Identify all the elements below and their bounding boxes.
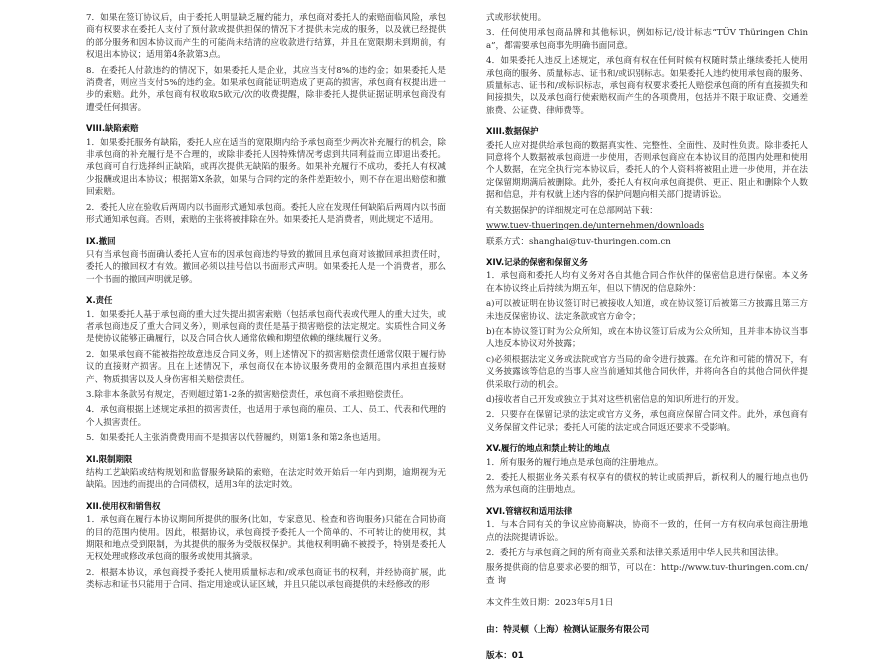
section-10-item-2: 2．如果承包商不能被指控故意违反合同义务，则上述情况下的损害赔偿责任通常仅限于履行协议的直接财产损害。且在上述情况下，承包商仅在本协议服务费用的金额范围内承担直接财产、物质损害以及人身伤害相关赔偿责任。 [86,349,446,385]
section-12-item-2: 2．根据本协议，承包商授予委托人使用质量标志和/或承包商证书的权利，并经协商扩展，此类标志和证书只能用于合同、指定用途或认证区域，并且只能以承包商提供的未经修改的形 [86,567,446,591]
version: 版本：01 [486,651,524,662]
section-12-heading: XII.使用权和销售权 [86,500,161,511]
section-15-heading: XV.履行的地点和禁止转让的地点 [486,443,610,454]
data-protection-site-line: 有关数据保护的详细规定可在总部网站下载： [486,205,658,216]
section-9-text: 只有当承包商书面确认委托人宣布的因承包商违约导致的撤回且承包商对该撤回承担责任时，委托人的撤回权才有效。撤回必须以挂号信以书面形式声明。如果委托人是一个消费者，那么一个书面的撤回声明就足够。 [86,249,446,285]
section-8-item-1: 1．如果委托服务有缺陷，委托人应在适当的宽限期内给予承包商至少两次补充履行的机会，除非承包商的补充履行是不合理的，或除非委托人因特殊情况考虑到共同利益而立即退出委托。承包商可自行选择纠正缺陷，或再次提供无缺陷的服务。如果补充履行不成功，委托人有权减少报酬或退出本协议；根据第X条款，如果与合同约定的条件差距较小，则不存在退出赔偿和撤回索赔。 [86,137,446,198]
section-12-item-4: 4．如果委托人违反上述规定，承包商有权在任何时候有权随时禁止继续委托人使用承包商的服务、质量标志、证书和/或识别标志。如果委托人违约使用承包商的服务、质量标志、证书和/或标识标志，承包商有权要求委托人赔偿承包商的所有直接损失和间接损失，以及承包商行使索赔权而产生的各项费用，包括并不限于取证费、交通差旅费、公证费、律师费等。 [486,56,808,116]
section-10-heading: X.责任 [86,295,113,306]
left-column [86,12,446,595]
section-10-item-5: 5．如果委托人主张消费费用而不是损害以代替履约，则第1条和第2条也适用。 [86,433,386,444]
service-provider-info: 服务提供商的信息要求必要的细节，可以在：http://www.tuv-thuringen.com.cn/查 询 [486,563,808,586]
section-14-item-b: b)在本协议签订时为公众所知，或在本协议签订后成为公众所知，且并非本协议当事人违反本协议对外披露； [486,326,808,350]
section-16-item-2: 2．委托方与承包商之间的所有商业关系和法律关系适用中华人民共和国法律。 [486,548,784,559]
effective-date: 本文件生效日期：2023年5月1日 [486,598,614,609]
section-13-text: 委托人应对提供给承包商的数据真实性、完整性、全面性、及时性负责。除非委托人同意将个人数据被承包商进一步使用，否则承包商应在本协议目的范围内处理和使用个人数据，在完全执行完本协议后，委托人的个人资料将被阻止进一步使用，并在法定保留期期满后被删除。此外，委托人有权向承包商提供、更正、阻止和删除个人数据和信息，并有权就上述内容的保护问题向相关部门提请诉讼。 [486,140,808,201]
section-12-item-1: 1．承包商在履行本协议期间所提供的服务(比如，专家意见、检查和咨询服务)只能在合同协商的目的范围内使用。因此，根据协议，承包商授予委托人一个简单的、不可转让的使用权，其期限和地点受到限制，为其提供的服务为受版权保护。其他权利明确不被授予，特别是委托人无权处理或修改承包商的服务或使用其摘录。 [86,515,446,563]
section-12-continuation: 式或形状使用。 [486,13,547,23]
section-15-item-1: 1．所有服务的履行地点是承包商的注册地点。 [486,457,664,468]
section-8-heading: VIII.缺陷索赔 [86,123,139,134]
section-14-item-d: d)接收者自己开发或独立于其对这些机密信息的知识所进行的开发。 [486,394,745,405]
section-16-heading: XVI.管辖权和适用法律 [486,505,573,516]
contact-label: 联系方式： [486,236,529,247]
section-14-item-2: 2．只要存在保留记录的法定或官方义务，承包商应保留合同文件。此外，承包商有义务保留文件记录；委托人可能的法定或合同返还要求不受影响。 [486,410,808,433]
downloads-link[interactable]: www.tuev-thueringen.de/unternehmen/downloads [486,221,705,232]
data-protection-line [486,220,808,232]
section-14-item-c: c)必须根据法定义务或法院或官方当局的命令进行披露。在允许和可能的情况下，有义务披露该等信息的当事人应当前通知其他合同伙伴，并将向各自的其他合同伙伴提供采取行动的机会。 [486,354,808,390]
section-9-heading: IX.撤回 [86,235,116,246]
section-15-item-2: 2．委托人根据业务关系有权享有的债权的转让或质押后，新权利人的履行地点也仍然为承包商的注册地点。 [486,473,808,496]
clause-8: 8．在委托人付款违约的情况下，如果委托人是企业，其应当支付8%的违约金；如果委托人是消费者，则应当支付5%的违约金。如果承包商能证明造成了更高的损害，承包商有权提出进一步的索赔。此外，承包商有权收取5欧元/次的收费提醒，除非委托人提供证据证明承包商没有遭受任何损害。 [86,65,446,113]
section-10-item-4: 4．承包商根据上述规定承担的损害责任，也适用于承包商的雇员、工人、员工、代表和代理的个人损害责任。 [86,405,446,428]
contact-line [486,236,808,248]
section-10-item-3: 3.除非本条款另有规定，否则超过第1-2条的损害赔偿责任，承包商不承担赔偿责任。 [86,389,409,400]
section-13-heading: XIII.数据保护 [486,126,539,137]
right-column [486,12,808,665]
section-10-item-1: 1．如果委托人基于承包商的重大过失提出损害索赔（包括承包商代表或代理人的重大过失，或者承包商违反了重大合同义务），则承包商的责任是基于损害赔偿的法定规定。实质性合同义务是使协议能够正确履行，以及合同合伙人通常依赖和期望依赖的继续履行义务。 [86,309,446,345]
section-12-item-3: 3．任何使用承包商品牌和其他标识，例如标记/设计标志“TÜV Thüringen China”，都需要承包商事先明确书面同意。 [486,28,808,51]
section-16-item-1: 1．与本合同有关的争议应协商解决，协商不一致的，任何一方有权向承包商注册地点的法院提请诉讼。 [486,520,808,543]
section-14-item-1: 1．承包商和委托人均有义务对各自其他合同合作伙伴的保密信息进行保密。本义务在本协议终止后持续为期五年，但以下情况的信息除外： [486,271,808,294]
clause-7: 7．如果在签订协议后，由于委托人明显缺乏履约能力，承包商对委托人的索赔面临风险，承包商有权要求在委托人支付了预付款或提供担保的情况下才提供未完成的服务，以及就已经提供的部分服务和因本协议而产生的可能尚未结清的应收款进行结算，并且在宽限期未到期前，有权退出本协议；适用第4条款第3点。 [86,13,446,61]
section-14-item-a: a)可以被证明在协议签订时已被接收人知道，或在协议签订后被第三方披露且第三方未违反保密协议、法定条款或官方命令； [486,299,808,322]
issuer: 由：特灵顿（上海）检测认证服务有限公司 [486,624,650,635]
section-11-text: 结构工艺缺陷或结构规划和监督服务缺陷的索赔，在法定时效开始后一年内到期，逾期视为无缺陷。因违约而提出的合同债权，适用3年的法定时效。 [86,468,446,491]
section-14-heading: XIV.记录的保密和保留义务 [486,256,588,267]
contact-email[interactable]: shanghai@tuv-thuringen.com.cn [528,236,671,247]
section-11-heading: XI.限制期限 [86,453,133,464]
section-8-item-2: 2．委托人应在验收后两周内以书面形式通知承包商。委托人应在发现任何缺陷后两周内以书面形式通知承包商。否则，索赔的主张将被排除在外。如果委托人是消费者，则此规定不适用。 [86,202,446,226]
